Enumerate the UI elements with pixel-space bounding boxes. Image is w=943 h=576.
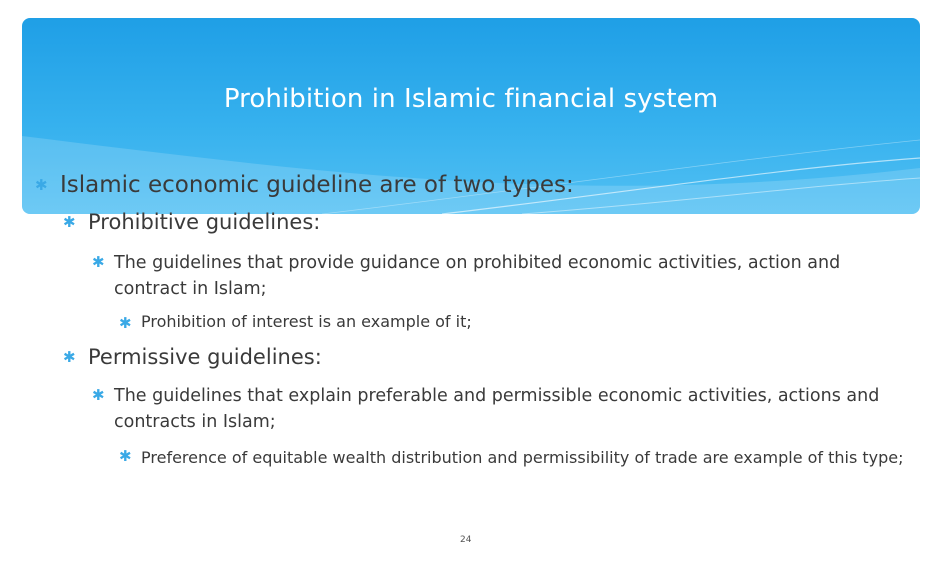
bullet-prohibitive-example — [119, 312, 472, 331]
page-number: 24 — [460, 535, 472, 545]
bullet-text: The guidelines that explain preferable and permissible economic activities, actions and contracts in Islam; — [114, 386, 880, 432]
bullet-prohibitive-heading — [63, 210, 320, 234]
bullet-level1 — [35, 172, 574, 198]
bullet-permissive-description — [92, 383, 912, 435]
slide-title: Prohibition in Islamic financial system — [223, 84, 719, 114]
bullet-text: Preference of equitable wealth distribution and permissibility of trade are example of this type; — [141, 448, 904, 467]
asterisk-icon: ✱ — [92, 386, 105, 404]
bullet-text: The guidelines that provide guidance on prohibited economic activities, action and contract in Islam; — [114, 253, 841, 299]
asterisk-icon: ✱ — [63, 348, 76, 366]
bullet-text: Prohibition of interest is an example of it; — [141, 312, 472, 331]
bullet-permissive-example — [119, 445, 914, 471]
bullet-text: Prohibitive guidelines: — [88, 210, 321, 234]
asterisk-icon: ✱ — [119, 447, 132, 465]
asterisk-icon: ✱ — [92, 253, 105, 271]
bullet-text: Islamic economic guideline are of two types: — [60, 172, 574, 198]
asterisk-icon: ✱ — [63, 213, 76, 231]
bullet-prohibitive-description — [92, 250, 912, 302]
bullet-text: Permissive guidelines: — [88, 345, 322, 369]
asterisk-icon: ✱ — [35, 176, 48, 194]
asterisk-icon: ✱ — [119, 314, 132, 332]
bullet-permissive-heading — [63, 345, 322, 369]
